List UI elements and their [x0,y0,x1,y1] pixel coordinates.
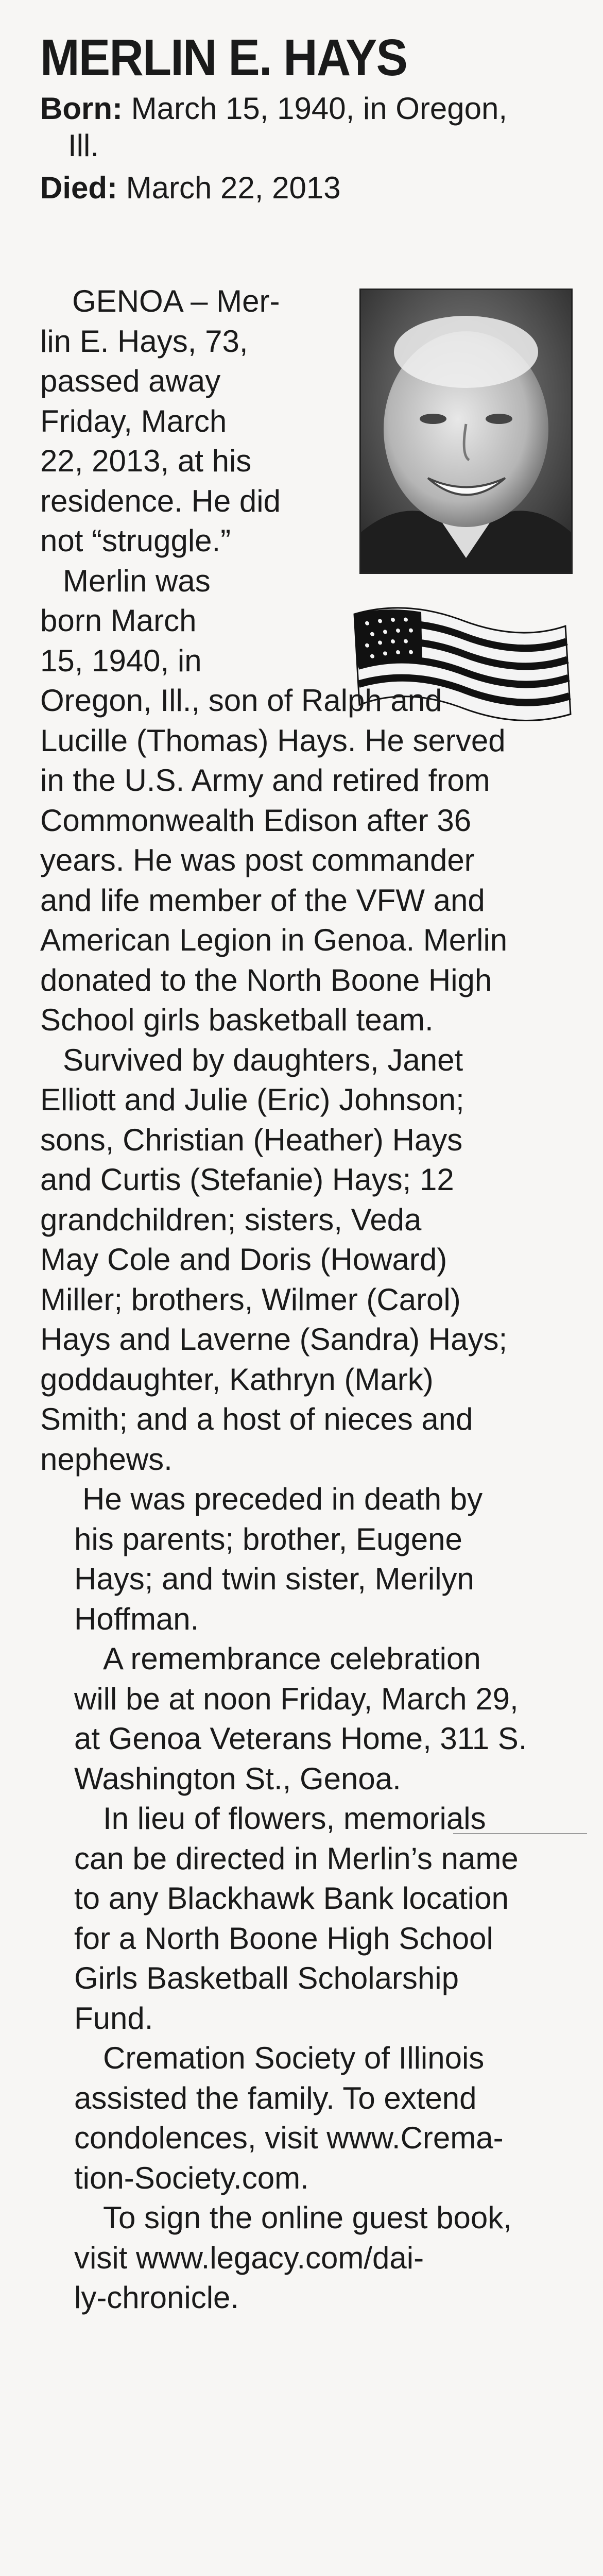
body-line: Survived by daughters, Janet [63,1042,463,1077]
body-line: lin E. Hays, 73, [40,324,248,359]
body-line: American Legion in Genoa. Merlin [40,923,508,957]
body-line: born March [40,603,197,638]
body-line: visit www.legacy.com/dai- [74,2240,424,2275]
body-line: He was preceded in death by [82,1482,483,1516]
body-line: can be directed in Merlin’s name [74,1841,519,1876]
body-line: 22, 2013, at his [40,444,252,478]
body-line: will be at noon Friday, March 29, [74,1681,519,1716]
body-line: Cremation Society of Illinois [103,2041,485,2075]
body-line: Oregon, Ill., son of Ralph and [40,683,442,718]
body-line: Commonwealth Edison after 36 [40,803,472,838]
body-line: donated to the North Boone High [40,962,492,997]
body-line: goddaughter, Kathryn (Mark) [40,1362,434,1397]
body-line: at Genoa Veterans Home, 311 S. [74,1721,527,1756]
body-line: residence. He did [40,483,281,518]
body-line: Girls Basketball Scholarship [74,1961,459,1995]
body-line: A remembrance celebration [103,1641,481,1676]
body-line: his parents; brother, Eugene [74,1521,462,1556]
body-line: assisted the family. To extend [74,2080,477,2115]
body-line: Lucille (Thomas) Hays. He served [40,723,506,758]
body-line: In lieu of flowers, memorials [103,1801,486,1836]
body-line: not “struggle.” [40,523,231,558]
body-line: School girls basketball team. [40,1003,434,1037]
body-line: to any Blackhawk Bank location [74,1881,509,1916]
body-line: Smith; and a host of nieces and [40,1402,473,1436]
body-line: Fund. [74,2001,153,2036]
body-line: 15, 1940, in [40,643,202,678]
body-line: condolences, visit www.Crema- [74,2121,504,2155]
body-line: grandchildren; sisters, Veda [40,1202,422,1237]
body-line: nephews. [40,1442,173,1477]
body-line: for a North Boone High School [74,1921,493,1956]
body-line: sons, Christian (Heather) Hays [40,1122,463,1157]
died-label: Died: [40,171,117,205]
born-label: Born: [40,91,123,126]
died-value: March 22, 2013 [126,171,341,205]
body-line: Merlin was [63,563,211,598]
body-line: and Curtis (Stefanie) Hays; 12 [40,1162,454,1197]
body-line: Hoffman. [74,1601,199,1636]
body-line: passed away [40,364,221,398]
body-line: May Cole and Doris (Howard) [40,1242,447,1277]
body-line: tion-Society.com. [74,2160,309,2195]
body-line: To sign the online guest book, [103,2200,512,2235]
born-value: March 15, 1940, in Oregon, [131,91,508,126]
body-line: years. He was post commander [40,843,475,877]
body-line: in the U.S. Army and retired from [40,763,490,798]
body-line: Hays and Laverne (Sandra) Hays; [40,1322,508,1357]
born-value-cont: Ill. [68,128,99,163]
body-line: Miller; brothers, Wilmer (Carol) [40,1282,461,1317]
deceased-name: MERLIN E. HAYS [40,29,407,87]
body-line: Hays; and twin sister, Merilyn [74,1562,474,1596]
body-line: Friday, March [40,403,227,438]
body-line: GENOA – Mer- [72,284,280,318]
body-line: ly-chronicle. [74,2280,239,2315]
body-line: Elliott and Julie (Eric) Johnson; [40,1082,464,1117]
body-line: Washington St., Genoa. [74,1761,401,1796]
body-line: and life member of the VFW and [40,883,485,918]
